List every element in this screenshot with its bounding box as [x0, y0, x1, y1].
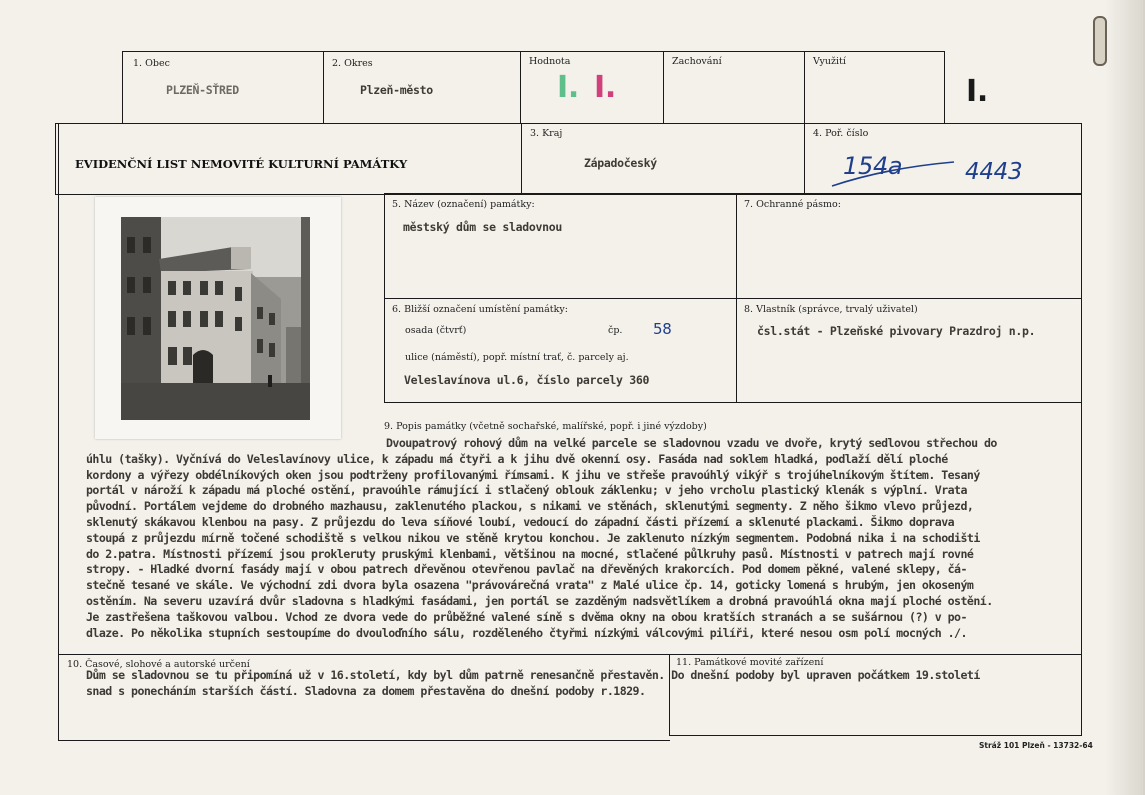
- nazev-label: 5. Název (označení) památky:: [392, 199, 535, 210]
- popis-text: [86, 436, 1078, 641]
- hodnota-label: Hodnota: [529, 56, 571, 67]
- printer-note: Stráž 101 Plzeň - 13732-64: [979, 741, 1093, 750]
- form-title: EVIDENČNÍ LIST NEMOVITÉ KULTURNÍ PAMÁTKY: [75, 157, 408, 171]
- strike-line-icon: [828, 156, 958, 190]
- bottom-right-line: [669, 735, 1082, 736]
- grid-line-center: [736, 193, 737, 403]
- por-cislo-label: 4. Poř. číslo: [813, 128, 869, 139]
- okres-value: Plzeň-město: [360, 83, 433, 97]
- obec-label: 1. Obec: [133, 58, 170, 69]
- popis-line: sklenutý skákavou klenbou na pasy. Z průjezdu do leva síňové loubí, vedoucí do západní části přízemí a sklenuté plackami. Šikmo doprava: [86, 514, 955, 529]
- zarizeni-label: 11. Památkové movité zařízení: [676, 657, 824, 668]
- vyuziti-label: Využití: [813, 56, 846, 67]
- popis-line: stečně tesané ve skále. Ve východní zdi dvora byla osazena "právovárečná vrata" z Malé ulice čp. 14, goticky lomená s hrubým, jen okoseným: [86, 578, 974, 593]
- corner-mark: I.: [966, 74, 988, 109]
- por-cislo-value: 4443: [965, 159, 1023, 185]
- bottom-section-top-line: [58, 654, 1082, 655]
- urceni-label: 10. Časové, slohové a autorské určení: [67, 659, 250, 670]
- kraj-value: Západočeský: [584, 156, 657, 170]
- popis-line: ostěním. Na severu uzavírá dvůr sladovna s hladkými fasádami, jen portál se zazděným nadsvětlíkem a drobná pravoúhlá okna mají ploché ostění.: [86, 593, 993, 608]
- popis-line: do 2.patra. Místnosti přízemí jsou prokleruty pruskými klenbami, většinou na mocné, stlačené půlkruhy pasů. Místnosti v patrech mají rovné: [86, 546, 974, 561]
- paper-clip-icon: [1093, 16, 1107, 66]
- popis-line: stropy. - Hladké dvorní fasády mají v obou patrech dřevěnou otevřenou pavlač na dřevěných krakorcích. Pod domem pěkné, valené sklepy, čá-: [86, 562, 967, 577]
- grid-line-top: [384, 193, 1082, 194]
- popis-label: 9. Popis památky (včetně sochařské, malířské, popř. i jiné výzdoby): [384, 421, 707, 432]
- cp-value: 58: [653, 320, 672, 338]
- zachovani-label: Zachování: [672, 56, 722, 67]
- grid-line-left: [384, 193, 385, 403]
- okres-label: 2. Okres: [332, 58, 373, 69]
- ochranne-pasmo-label: 7. Ochranné pásmo:: [744, 199, 841, 210]
- urceni-text: [86, 668, 1078, 700]
- popis-line: Dvoupatrový rohový dům na velké parcele se sladovnou vzadu ve dvoře, krytý sedlovou střechou do: [386, 436, 997, 450]
- grid-line-mid: [384, 298, 1082, 299]
- kraj-label: 3. Kraj: [530, 128, 563, 139]
- right-frame-line: [1081, 123, 1082, 736]
- kraj-cell: [521, 123, 805, 195]
- hodnota-mark-pink: I.: [594, 70, 616, 105]
- urceni-line: Dům se sladovnou se tu připomíná už v 16.století, kdy byl dům patrně renesančně přestavěn. Do dnešní podoby byl upraven počátkem 19.století: [86, 668, 980, 682]
- popis-line: Je zastřešena taškovou valbou. Vchod ze dvora vede do průběžné valené síně s dvěma okny na obou kratších stranách a se sušárnou (?) v po-: [86, 609, 967, 624]
- osada-label: osada (čtvrť): [405, 325, 467, 336]
- umisteni-label: 6. Bližší označení umístění památky:: [392, 304, 568, 315]
- popis-line: stoupá z průjezdu mírně točené schodiště s velkou nikou ve stěně krytou konchou. Je zaklenuto nízkým segmentem. Podobná nika i na schodišti: [86, 530, 980, 545]
- vlastnik-value: čsl.stát - Plzeňské pivovary Prazdroj n.p.: [757, 324, 1036, 338]
- ulice-value: Veleslavínova ul.6, číslo parcely 360: [404, 373, 650, 387]
- building-photo: [121, 217, 310, 420]
- popis-line: úhlu (tašky). Vyčnívá do Veleslavínovy ulice, k západu má čtyři a k jihu dvě okenní osy. Fasáda nad soklem hladká, podlaží dělí ploché: [86, 451, 948, 466]
- por-cislo-struck: 154a: [843, 152, 903, 180]
- cp-label: čp.: [608, 325, 623, 336]
- obec-value: PLZEŇ-SŤRED: [166, 83, 239, 97]
- vlastnik-label: 8. Vlastník (správce, trvalý uživatel): [744, 304, 918, 315]
- building-photo-image: [121, 217, 310, 420]
- nazev-value: městský dům se sladovnou: [403, 220, 562, 234]
- left-frame-line: [58, 123, 59, 741]
- popis-line: kordony a výřezy obdélníkových oken jsou podtrženy profilovanými římsami. K jihu ve střeše pravoúhlý vikýř s trojúhelníkovým štítem. Tesaný: [86, 467, 980, 482]
- grid-line-bottom: [384, 402, 1082, 403]
- popis-line: původní. Portálem vejdeme do drobného mazhausu, zaklenutého plackou, s nikami ve stěnách, sklenutými segmenty. Z něho šikmo vlevo průjezd,: [86, 499, 974, 514]
- ulice-label: ulice (náměstí), popř. místní trať, č. parcely aj.: [405, 352, 629, 363]
- popis-line: dlaze. Po několika stupních sestoupíme do dvouloďního sálu, rozděleného čtyřmi nízkými válcovými pilíři, které nesou osm polí mocných ./.: [86, 625, 967, 640]
- popis-line: portál v nároží k západu má ploché ostění, pravoúhle rámující i stlačený oblouk záklenku; v jeho vrcholu plastický klenák s výplní. Vrata: [86, 483, 967, 498]
- bottom-left-line: [58, 740, 670, 741]
- urceni-line: snad s ponecháním starších částí. Sladovna za domem přestavěna do dnešní podoby r.1829.: [86, 683, 646, 698]
- paper-edge-shadow: [1105, 0, 1145, 795]
- hodnota-mark-green: I.: [557, 70, 579, 105]
